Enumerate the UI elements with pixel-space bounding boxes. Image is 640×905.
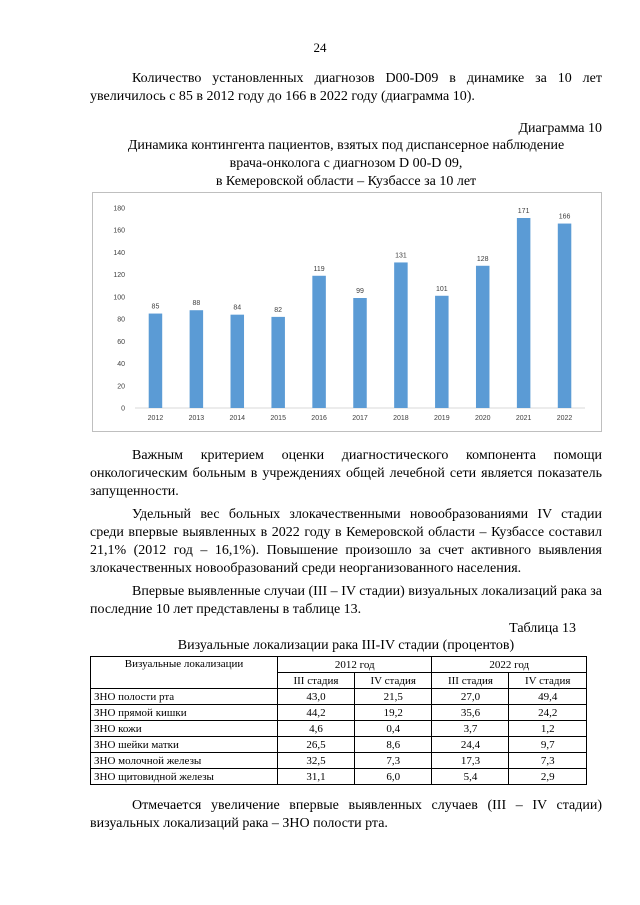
- y-tick-label: 140: [113, 249, 125, 257]
- data-label: 131: [395, 252, 407, 260]
- table-stage-header: III стадия: [278, 673, 355, 689]
- bar-chart: [92, 192, 602, 432]
- table-year-header-2022: 2022 год: [432, 657, 587, 673]
- chart-title-line-3: в Кемеровской области – Кузбассе за 10 лет: [215, 174, 477, 189]
- y-tick-label: 60: [117, 338, 125, 346]
- bar: [353, 298, 367, 408]
- table-row: [91, 769, 587, 785]
- y-tick-label: 160: [113, 227, 125, 235]
- table-cell: 5,4: [432, 769, 509, 785]
- table-title: Визуальные локализации рака III-IV стадии (процентов): [177, 638, 515, 653]
- bar: [271, 317, 285, 408]
- data-label: 82: [274, 306, 283, 314]
- paragraph-2: Удельный вес больных злокачественными новообразованиями IV стадии среди впервые выявленных в 2022 году в Кемеровской области – Кузбассе составил 21,1% (2012 год – 16,1%). Повышение произошло за счет активного выявления злокачественных новообразований среди неорганизованного населения.: [90, 507, 602, 576]
- bar-chart-svg: [93, 193, 601, 431]
- bar: [435, 296, 449, 408]
- table-row: [91, 705, 587, 721]
- table-cell: 43,0: [278, 689, 355, 705]
- x-tick-label: 2013: [188, 415, 205, 422]
- table-row-label: ЗНО кожи: [91, 721, 278, 737]
- chart-title-line-2: врача-онколога с диагнозом D 00-D 09,: [229, 156, 463, 171]
- x-tick-label: 2020: [474, 415, 491, 422]
- bar: [190, 310, 204, 408]
- closing-paragraph: Отмечается увеличение впервые выявленных случаев (III – IV стадии) визуальных локализаций рака – ЗНО полости рта.: [90, 798, 602, 831]
- y-tick-label: 180: [113, 205, 125, 213]
- table-cell: 3,7: [432, 721, 509, 737]
- x-tick-label: 2021: [515, 415, 532, 422]
- table-cell: 31,1: [278, 769, 355, 785]
- data-label: 84: [233, 304, 242, 312]
- data-label: 119: [313, 265, 325, 273]
- table-cell: 2,9: [509, 769, 587, 785]
- intro-paragraph: Количество установленных диагнозов D00-D09 в динамике за 10 лет увеличилось с 85 в 2012 году до 166 в 2022 году (диаграмма 10).: [90, 71, 602, 104]
- table-stage-header: IV стадия: [354, 673, 432, 689]
- table-stage-header: IV стадия: [509, 673, 587, 689]
- table-cell: 24,2: [509, 705, 587, 721]
- table-row-label: ЗНО молочной железы: [91, 753, 278, 769]
- bar: [558, 224, 572, 408]
- table-cell: 1,2: [509, 721, 587, 737]
- table-row: [91, 737, 587, 753]
- paragraph-3: Впервые выявленные случаи (III – IV стадии) визуальных локализаций рака за последние 10 лет представлены в таблице 13.: [90, 584, 602, 617]
- diagram-label: Диаграмма 10: [518, 121, 602, 136]
- data-label: 85: [151, 303, 160, 311]
- visual-localization-table: [90, 656, 587, 785]
- table-cell: 9,7: [509, 737, 587, 753]
- paragraph-1: Важным критерием оценки диагностического компонента помощи онкологическим больным в учреждениях общей лечебной сети является показатель запущенности.: [90, 448, 602, 499]
- table-cell: 7,3: [509, 753, 587, 769]
- chart-title-line-1: Динамика контингента пациентов, взятых под диспансерное наблюдение: [127, 138, 565, 153]
- y-tick-label: 20: [117, 383, 125, 391]
- data-label: 166: [558, 213, 571, 221]
- table-cell: 44,2: [278, 705, 355, 721]
- x-tick-label: 2016: [311, 415, 327, 422]
- x-tick-label: 2015: [270, 415, 286, 422]
- y-tick-label: 40: [117, 361, 125, 369]
- x-tick-label: 2019: [434, 415, 450, 422]
- table-cell: 21,5: [354, 689, 432, 705]
- table-cell: 35,6: [432, 705, 509, 721]
- data-label: 101: [435, 285, 448, 293]
- data-label: 88: [192, 300, 201, 308]
- table-stage-header: III стадия: [432, 673, 509, 689]
- y-tick-label: 100: [113, 294, 125, 302]
- data-label: 171: [517, 208, 530, 215]
- y-tick-label: 120: [113, 272, 125, 280]
- bar: [231, 315, 245, 408]
- x-tick-label: 2017: [352, 415, 368, 422]
- table-corner-header: Визуальные локализации: [91, 657, 278, 689]
- bar: [149, 314, 163, 408]
- table-cell: 8,6: [354, 737, 432, 753]
- table-label: Таблица 13: [509, 621, 576, 636]
- bar: [312, 276, 326, 408]
- bar: [476, 266, 490, 408]
- table-cell: 0,4: [354, 721, 432, 737]
- table-cell: 4,6: [278, 721, 355, 737]
- table-cell: 24,4: [432, 737, 509, 753]
- table-cell: 17,3: [432, 753, 509, 769]
- page-number: 24: [313, 40, 327, 55]
- y-tick-label: 0: [121, 405, 125, 413]
- x-tick-label: 2014: [229, 415, 246, 422]
- table-row: [91, 753, 587, 769]
- table-row-label: ЗНО щитовидной железы: [91, 769, 278, 785]
- data-label: 99: [356, 288, 364, 295]
- table-row-label: ЗНО прямой кишки: [91, 705, 278, 721]
- table-cell: 26,5: [278, 737, 355, 753]
- table-row: [91, 721, 587, 737]
- table-cell: 49,4: [509, 689, 587, 705]
- x-tick-label: 2012: [147, 415, 164, 422]
- table-row-label: ЗНО полости рта: [91, 689, 278, 705]
- table-cell: 19,2: [354, 705, 432, 721]
- x-tick-label: 2018: [393, 415, 409, 422]
- data-label: 128: [476, 255, 489, 263]
- table-cell: 6,0: [354, 769, 432, 785]
- table-row: [91, 689, 587, 705]
- table-header-row-1: [91, 657, 587, 673]
- table-cell: 32,5: [278, 753, 355, 769]
- x-tick-label: 2022: [556, 415, 573, 422]
- table-row-label: ЗНО шейки матки: [91, 737, 278, 753]
- y-tick-label: 80: [117, 316, 125, 324]
- table-cell: 27,0: [432, 689, 509, 705]
- table-year-header-2012: 2012 год: [278, 657, 432, 673]
- bar: [394, 262, 408, 408]
- table-cell: 7,3: [354, 753, 432, 769]
- bar: [517, 218, 531, 408]
